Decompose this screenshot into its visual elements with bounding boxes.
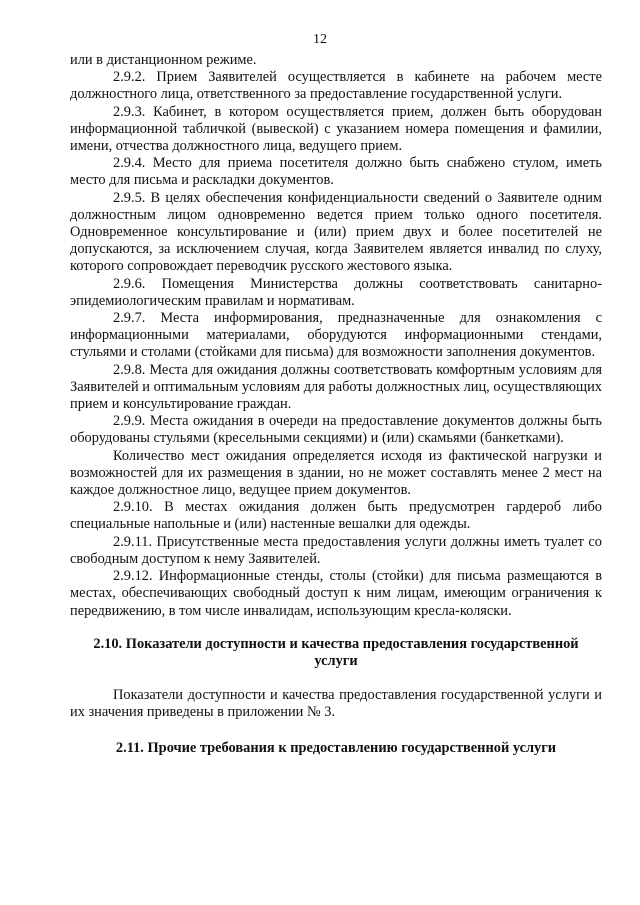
paragraph-2-9-10: 2.9.10. В местах ожидания должен быть предусмотрен гардероб либо специальные напольные и (или) настенные вешалки для одежды. <box>70 499 602 533</box>
paragraph-2-9-2: 2.9.2. Прием Заявителей осуществляется в кабинете на рабочем месте должностного лица, ответственного за предоставление государственной услуги. <box>70 69 602 103</box>
paragraph-2-9-6: 2.9.6. Помещения Министерства должны соответствовать санитарно-эпидемиологическим правилам и нормативам. <box>70 275 602 309</box>
paragraph-2-9-12: 2.9.12. Информационные стенды, столы (стойки) для письма размещаются в местах, обеспечивающих свободный доступ к ним лицам, имеющим ограничения к передвижению, в том числе инвалидам, использующим кресла-коляски. <box>70 568 602 619</box>
paragraph-2-9-3: 2.9.3. Кабинет, в котором осуществляется прием, должен быть оборудован информационной табличкой (вывеской) с указанием номера помещения и фамилии, имени, отчества должностного лица, ведущего прием. <box>70 103 602 155</box>
document-body <box>70 52 602 757</box>
paragraph-2-9-9: 2.9.9. Места ожидания в очереди на предоставление документов должны быть оборудованы стульями (кресельными секциями) и (или) скамьями (банкетками). <box>70 413 602 447</box>
section-heading-2-11: 2.11. Прочие требования к предоставлению государственной услуги <box>115 739 557 756</box>
paragraph-2-10: Показатели доступности и качества предоставления государственной услуги и их значения приведены в приложении № 3. <box>70 687 602 721</box>
paragraph-2-9-11: 2.9.11. Присутственные места предоставления услуги должны иметь туалет со свободным доступом к нему Заявителей. <box>70 533 602 567</box>
page-number: 12 <box>313 32 327 47</box>
paragraph-waiting-places-count: Количество мест ожидания определяется исходя из фактической нагрузки и возможностей для их размещения в здании, но не может составлять менее 2 мест на каждое должностное лицо, ведущее прием документов. <box>70 447 602 499</box>
section-heading-2-10: 2.10. Показатели доступности и качества предоставления государственной услуги <box>93 635 579 669</box>
paragraph-2-9-7: 2.9.7. Места информирования, предназначенные для ознакомления с информационными материалами, оборудуются информационными стендами, стульями и столами (стойками для письма) для возможности заполнения документов. <box>70 310 602 361</box>
paragraph-2-9-4: 2.9.4. Место для приема посетителя должно быть снабжено стулом, иметь место для письма и раскладки документов. <box>70 155 602 189</box>
paragraph-2-9-8: 2.9.8. Места для ожидания должны соответствовать комфортным условиям для Заявителей и оптимальным условиям для работы должностных лиц, осуществляющих прием и консультирование граждан. <box>70 361 602 413</box>
paragraph-2-9-5: 2.9.5. В целях обеспечения конфиденциальности сведений о Заявителе одним должностным лицом одновременно ведется прием только одного посетителя. Одновременное консультирование и (или) прием двух и более посетителей не допускаются, за исключением случая, когда Заявителем является инвалид по слуху, которого сопровождает переводчик русского жестового языка. <box>70 189 602 275</box>
paragraph-continuation: или в дистанционном режиме. <box>70 52 257 68</box>
